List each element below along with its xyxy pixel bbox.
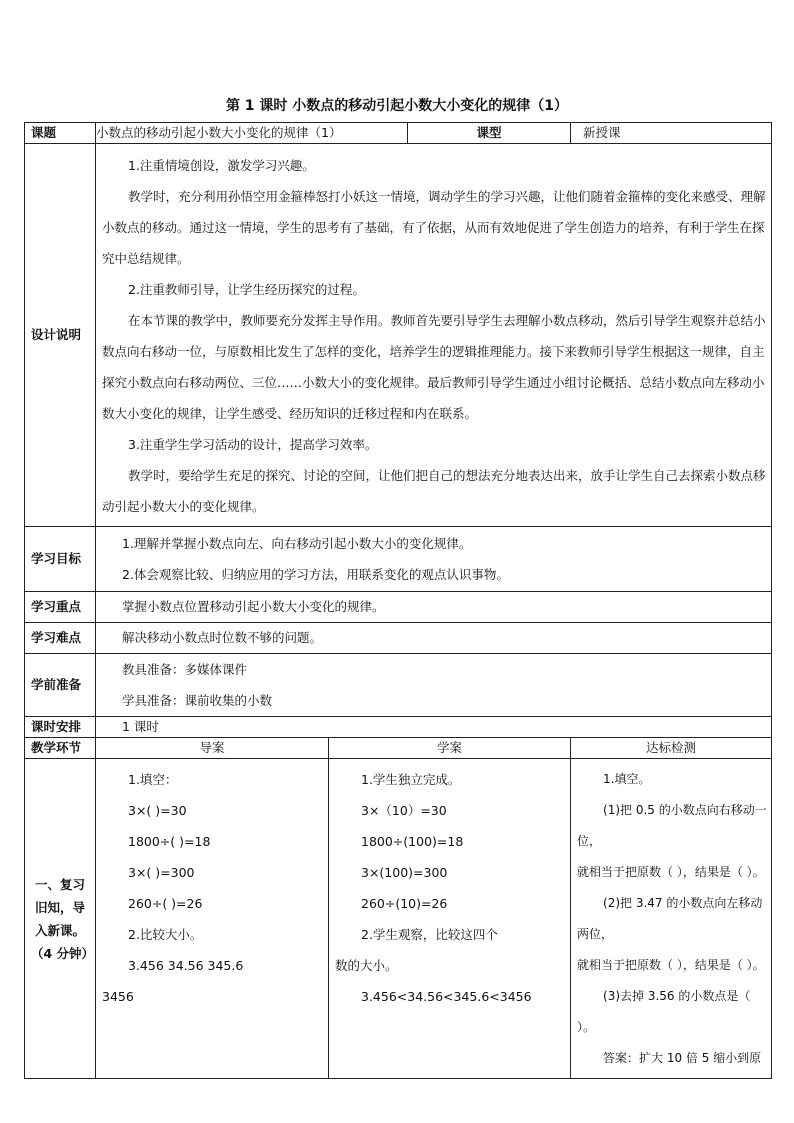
check-column-header: 达标检测 — [571, 738, 772, 759]
guide-column-header: 导案 — [96, 738, 329, 759]
design-paragraph: 教学时，要给学生充足的探究、讨论的空间，让他们把自己的想法充分地表达出来，放手让学生自己去探索小数点移动引起小数大小的变化规律。 — [102, 468, 766, 514]
key-point-row — [25, 592, 772, 623]
topic-label: 课题 — [25, 123, 96, 144]
study-column-header: 学案 — [329, 738, 571, 759]
check-line: (2)把 3.47 的小数点向左移动两位， — [577, 896, 763, 941]
key-point-label: 学习重点 — [25, 592, 96, 623]
guide-line: 3×( )=30 — [128, 803, 187, 818]
preparation-item: 学具准备：课前收集的小数 — [122, 693, 273, 708]
stage-header-row — [25, 738, 772, 759]
lesson-plan-table — [24, 122, 772, 1079]
stage1-label: 一、复习旧知，导入新课。（4 分钟） — [25, 759, 96, 1079]
objectives-content — [96, 527, 772, 592]
study-line: 1.学生独立完成。 — [361, 772, 461, 787]
topic-row — [25, 123, 772, 144]
objective-item: 1.理解并掌握小数点向左、向右移动引起小数大小的变化规律。 — [122, 536, 472, 551]
study-line: 260÷(10)=26 — [361, 896, 448, 911]
guide-line: 3456 — [102, 989, 134, 1004]
topic-value: 小数点的移动引起小数大小变化的规律（1） — [96, 123, 408, 144]
stage1-row — [25, 759, 772, 1079]
guide-line: 3×( )=300 — [128, 865, 195, 880]
design-paragraph: 1.注重情境创设，激发学习兴趣。 — [128, 158, 315, 173]
schedule-row — [25, 717, 772, 738]
guide-line: 3.456 34.56 345.6 — [128, 958, 244, 973]
stage1-guide — [96, 759, 329, 1079]
design-content — [96, 144, 772, 527]
check-line: 答案：扩大 10 倍 5 缩小到原 — [603, 1051, 762, 1065]
stage1-study — [329, 759, 571, 1079]
guide-line: 1.填空： — [128, 772, 178, 787]
design-label: 设计说明 — [25, 144, 96, 527]
difficulty-label: 学习难点 — [25, 623, 96, 654]
objective-item: 2.体会观察比较、归纳应用的学习方法，用联系变化的观点认识事物。 — [122, 567, 509, 582]
preparation-content — [96, 654, 772, 717]
type-value: 新授课 — [571, 123, 772, 144]
design-paragraph: 教学时，充分利用孙悟空用金箍棒怒打小妖这一情境，调动学生的学习兴趣，让他们随着金箍棒的变化来感受、理解小数点的移动。通过这一情境，学生的思考有了基础，有了依据，从而有效地促进了学生创造力的培养，有利于学生在探究中总结规律。 — [102, 189, 766, 266]
type-label: 课型 — [408, 123, 571, 144]
schedule-value: 1 课时 — [96, 717, 772, 738]
difficulty-row — [25, 623, 772, 654]
design-paragraph: 2.注重教师引导，让学生经历探究的过程。 — [128, 282, 365, 297]
stage1-check — [571, 759, 772, 1079]
check-line: 1.填空。 — [603, 772, 651, 786]
preparation-label: 学前准备 — [25, 654, 96, 717]
preparation-row — [25, 654, 772, 717]
check-line: (1)把 0.5 的小数点向右移动一位， — [577, 803, 767, 848]
preparation-item: 教具准备：多媒体课件 — [122, 662, 248, 677]
study-line: 2.学生观察，比较这四个 — [361, 927, 498, 942]
study-line: 3×(100)=300 — [361, 865, 448, 880]
check-line: 就相当于把原数（ ），结果是（ ）。 — [577, 958, 765, 972]
guide-line: 2.比较大小。 — [128, 927, 203, 942]
check-line: (3)去掉 3.56 的小数点是（ ）。 — [577, 989, 751, 1034]
check-line: 就相当于把原数（ ），结果是（ ）。 — [577, 865, 765, 879]
study-line: 1800÷(100)=18 — [361, 834, 464, 849]
study-line: 3×（10）=30 — [361, 803, 447, 818]
objectives-row — [25, 527, 772, 592]
design-paragraph: 在本节课的教学中，教师要充分发挥主导作用。教师首先要引导学生去理解小数点移动，然后引导学生观察并总结小数点向右移动一位，与原数相比发生了怎样的变化，培养学生的逻辑推理能力。接下来教师引导学生根据这一规律，自主探究小数点向右移动两位、三位……小数大小的变化规律。最后教师引导学生通过小组讨论概括、总结小数点向左移动小数大小变化的规律，让学生感受、经历知识的迁移过程和内在联系。 — [102, 313, 766, 421]
schedule-label: 课时安排 — [25, 717, 96, 738]
design-paragraph: 3.注重学生学习活动的设计，提高学习效率。 — [128, 437, 378, 452]
guide-line: 260÷( )=26 — [128, 896, 203, 911]
study-line: 数的大小。 — [335, 958, 398, 973]
difficulty-value: 解决移动小数点时位数不够的问题。 — [96, 623, 772, 654]
design-row — [25, 144, 772, 527]
stage-header-label: 教学环节 — [25, 738, 96, 759]
study-line: 3.456<34.56<345.6<3456 — [361, 989, 532, 1004]
objectives-label: 学习目标 — [25, 527, 96, 592]
page-title: 第 1 课时 小数点的移动引起小数大小变化的规律（1） — [225, 98, 569, 114]
guide-line: 1800÷( )=18 — [128, 834, 211, 849]
key-point-value: 掌握小数点位置移动引起小数大小变化的规律。 — [96, 592, 772, 623]
